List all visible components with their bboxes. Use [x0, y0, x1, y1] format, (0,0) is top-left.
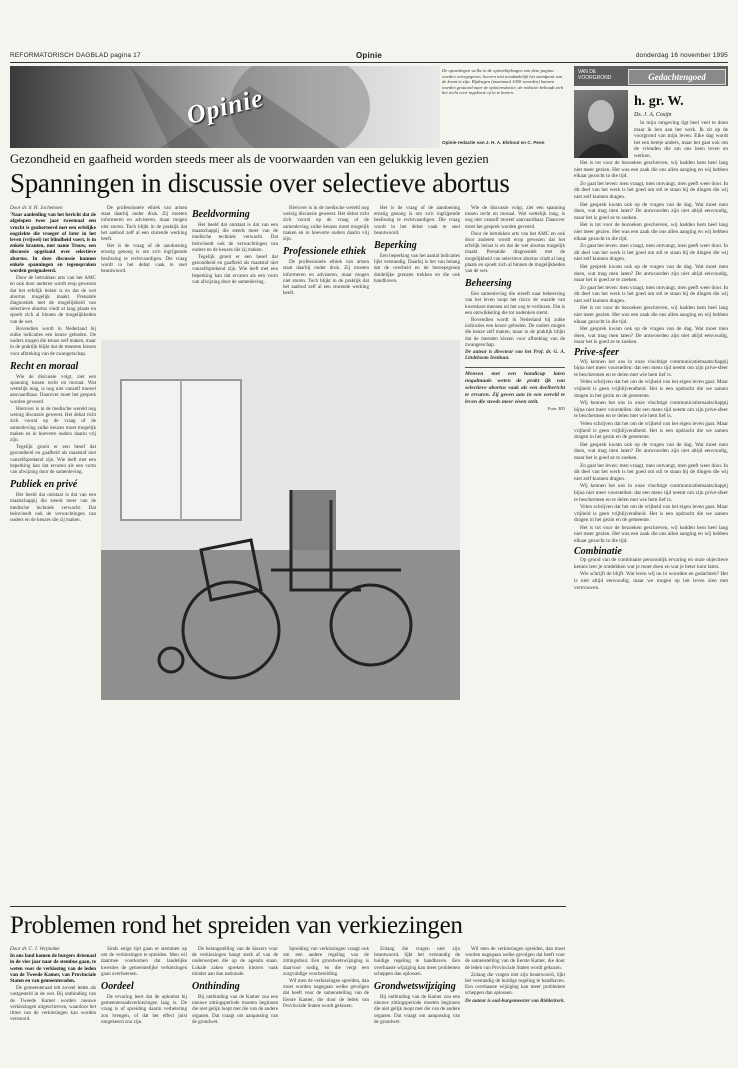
article1-column-3 — [192, 205, 278, 335]
page-date: donderdag 16 november 1995 — [635, 52, 728, 59]
article2-headline: Problemen rond het spreiden van verkiezingen — [10, 912, 463, 939]
article1-subhead: Professionele ethiek — [283, 246, 367, 258]
article1-paragraph: Wie de discussie volgt, ziet een spanning tussen recht en moraal. Wat wettelijk mag, is nog niet vanzelf moreel aanvaardbaar. Daarover moet het gesprek worden gevoerd. — [10, 373, 96, 405]
article1-headline: Spanningen in discussie over selectieve abortus — [10, 168, 510, 198]
devotion-paragraph: Velen schrijven dat het om de vrijheid van het eigen leven gaat. Maar vrijheid is geen vrijblijvendheid. Het is een opdracht die we samen dragen in het gezin en de gemeente. — [574, 504, 728, 524]
devotion-author: h. gr. W. — [634, 94, 684, 109]
page-header — [10, 52, 728, 62]
article1-paragraph: Door de betrokken arts van het AMC en ook door anderen wordt erop gewezen dat het erfelijk belast is en dat de wet abortus mogelijk maakt. Prenatale diagnostiek met de mogelijkheid van selectieve abortus vindt al lang plaats en spoelt zich al binnen de mogelijkheden van de wet. — [465, 230, 565, 275]
devotion-paragraph: Het is tot voor de bezoeken geschreven, wij hadden hem heel lang niet meer gezien. Het was een zaak die ons allen aanging en wij hebben elkaar gezocht in die tijd. — [574, 524, 728, 545]
devotion-paragraph: Wie schrijft de blijft. Wat leren wij nu in woorden en gedachten? Het is niet altijd eenvoudig, maar we mogen op het leven zien met vertrouwen. — [574, 571, 728, 591]
devotion-subhead: Combinatie — [574, 545, 622, 557]
devotion-paragraph: Het is tot voor de bezoeken geschreven, wij hadden hem heel lang niet meer gezien. Het was een zaak die ons allen aanging en wij hebben elkaar gezocht in die tijd. — [574, 160, 728, 180]
article1-paragraph: Het beeld dat ontstaat is dat van een maatschappij die steeds meer van de medische techniek verwacht. Dat beïnvloedt ook de verwachtingen van ouders en de keuzes die zij maken. — [192, 222, 278, 253]
article2-column-3 — [192, 946, 278, 1062]
portrait-icon — [574, 90, 628, 158]
devotion-paragraph: Op grond van de combinatie persoonlijk ervaring en onze objectieve kennis leer je ontdekken wat je moet doen en wat je beter kunt laten. — [574, 557, 728, 570]
article1-paragraph: Een samenleving die streeft naar beheersing van het leven loopt het risico de waarde van kwetsbare mensen uit het oog te verliezen. Dat is een ontwikkeling die tot nadenken stemt. — [465, 291, 565, 316]
article1-column-1 — [10, 205, 96, 900]
article1-paragraph: Tegelijk groeit er een besef dat gezondheid en gaafheid als maatstaf niet vanzelfsprekend zijn. Wie leeft met een beperking kan dat ervaren als een vorm van afwijzing door de samenleving. — [192, 254, 278, 285]
article1-subhead: Beeldvorming — [192, 209, 250, 220]
article2-paragraph: Zolang die vragen niet zijn beantwoord, lijkt het verstandig de huidige regeling te handhaven. Een overhaaste wijziging kan meer problemen scheppen dan oplossen. — [374, 946, 460, 977]
banner-editors: Opinie-redactie van J. H. A. Elshout en C. Peon — [442, 140, 545, 145]
devotion-paragraph: Het is tot voor de bezoeken geschreven, wij hadden hem heel lang niet meer gezien. Het was een zaak die ons allen aanging en wij hebben elkaar gezocht in die tijd. — [574, 222, 728, 242]
banner-word: Opinie — [183, 82, 267, 131]
article2-paragraph: Sinds enige tijd gaan er stemmen op om de verkiezingen te spreiden. Men wil daarmee voorkomen dat landelijke kwesties de gemeentelijke verkiezingen gaan overheersen. — [101, 946, 187, 977]
banner-notice: De opvattingen welke in de opiniebijdragen van deze pagina worden weergegeven, hoeven niet noodzakelijk het standpunt van de krant te zijn. Bijdragen (maximaal 1000 woorden) kunnen worden gestuurd naar de opinieredactie; de redactie behoudt zich het recht voor ingekorte of in te korten. — [442, 68, 564, 96]
devotion-label-bottom: VOORGROND — [578, 75, 612, 81]
devotion-subhead: Prive-sfeer — [574, 347, 619, 359]
devotion-label-top: VAN DE — [578, 69, 597, 75]
devotion-paragraph: In mijn omgeving ligt heel veel te doen maar ik ben aan het werk. Ik zit op de voorgrond van mijn leven. Elke dag wordt het een beetje anders, maar het gaat ook om de vrienden die om ons heen leven en werken. — [634, 120, 728, 158]
article1-subhead: Publiek en privé — [10, 479, 78, 491]
devotion-paragraph: Zo gaat het leven: men vraagt, men ontvangt, men geeft weer door. In dit deel van het werk is het goed om stil te staan bij de dingen die wij niet zelf kunnen dragen. — [574, 462, 728, 482]
devotion-paragraph: Wij kennen het ons in onze vluchtige communicatiemaatschappij bijna niet meer voorstellen: dat een mens tijd neemt om zijn prive-sfeer te beschermen en te delen met wie hem lief is. — [574, 483, 728, 503]
article1-subhead: Recht en moraal — [10, 360, 79, 372]
devotion-paragraph: Zo gaat het leven: men vraagt, men ontvangt, men geeft weer door. In dit deel van het werk is het goed om stil te staan bij de dingen die wij niet zelf kunnen dragen. — [574, 180, 728, 200]
article1-photo — [101, 340, 460, 700]
header-rule — [10, 62, 728, 63]
article1-paragraph: Wie de discussie volgt, ziet een spanning tussen recht en moraal. Wat wettelijk mag, is nog niet vanzelf moreel aanvaardbaar. Daarover moet het gesprek worden gevoerd. — [465, 205, 565, 230]
article1-column-4 — [283, 205, 369, 335]
article1-paragraph: Een beperking van het aantal indicaties lijkt verstandig. Daarbij is het van belang dat de overheid en de beroepsgroep duidelijke grenzen trekken en die ook handhaven. — [374, 253, 460, 284]
article2-column-2 — [101, 946, 187, 1062]
devotion-paragraph: Het gesprek kwam ook op de vragen van de dag. Wat moet men doen, wat mag men laten? De antwoorden zijn niet altijd eenvoudig, maar het is goed ze te zoeken. — [574, 441, 728, 461]
devotion-paragraph: Wij kennen het ons in onze vluchtige communicatiemaatschappij bijna niet meer voorstellen: dat een mens tijd neemt om zijn prive-sfeer te beschermen en te delen met wie hem lief is. — [574, 400, 728, 420]
article1-column-2 — [101, 205, 187, 335]
article2-subhead: Onthinding — [192, 981, 240, 993]
article1-paragraph: Bovendien wordt in Nederland bij zulke indicaties een keuze geboden. De ouders mogen die keuze zelf maken, maar in de praktijk blijkt dat de meesten kiezen voor afbreking van de zwangerschap. — [10, 325, 96, 357]
article2-column-4 — [283, 946, 369, 1062]
article2-paragraph: De gemeenteraad telt zoveel leden als vastgesteld in de wet. Bij ontbinding van de Tweede Kamer worden nieuwe verkiezingen uitgeschreven, waardoor het ritme van de verkiezingen kan worden verstoord. — [10, 985, 96, 1023]
photo-caption: Mensen met een handicap laten nogalmaals weten de prakt ijk van selectieve abortus vaak als een deelbericht te ervaren. Zij geven aan in een wereld te leven die steeds meer eisen stelt. — [465, 367, 565, 406]
article1-author-note: De auteur is directeur van het Prof. dr. G. A. Lindeboom Instituut. — [465, 349, 565, 362]
article1-column-5 — [374, 205, 460, 335]
article1-paragraph: De professionele ethiek van artsen staat daarbij onder druk. Zij moeten informeren en adviseren, maar mogen niet sturen. Toch blijkt in de praktijk dat het aanbod zelf al een sturende werking heeft. — [101, 205, 187, 243]
article1-subhead: Beperking — [374, 240, 417, 252]
article1-paragraph: Hierover is in de medische wereld nog weinig discussie geweest. Het debat richt zich vooral op de vraag of de samenleving zulke keuzes moet mogelijk maken en in hoeverre ouders daarin vrij zijn. — [10, 405, 96, 443]
article1-paragraph: Hierover is in de medische wereld nog weinig discussie geweest. Het debat richt zich vooral op de vraag of de samenleving zulke keuzes moet mogelijk maken en in hoeverre ouders daarin vrij zijn. — [283, 205, 369, 243]
devotion-paragraph: Velen schrijven dat het om de vrijheid van het eigen leven gaat. Maar vrijheid is geen vrijblijvendheid. Het is een opdracht die we samen dragen in het gezin en de gemeente. — [574, 379, 728, 399]
article1-paragraph: De professionele ethiek van artsen staat daarbij onder druk. Zij moeten informeren en adviseren, maar mogen niet sturen. Toch blijkt in de praktijk dat het aanbod zelf al een sturende werking heeft. — [283, 259, 369, 297]
devotion-intro — [634, 120, 728, 158]
article2-column-1 — [10, 946, 96, 1062]
article1-paragraph: Het beeld dat ontstaat is dat van een maatschappij die steeds meer van de medische techniek verwacht. Dat beïnvloedt ook de verwachtingen van ouders en de keuzes die zij maken. — [10, 492, 96, 523]
devotion-paragraph: Het gesprek kwam ook op de vragen van de dag. Wat moet men doen, wat mag men laten? De antwoorden zijn niet altijd eenvoudig, maar het is goed ze te zoeken. — [574, 201, 728, 221]
article2-paragraph: Bij ontbinding van de Kamer zou een nieuwe zittingsperiode moeten beginnen die niet gelijk loopt met die van de andere organen. Dat vraagt om aanpassing van de grondwet. — [192, 994, 278, 1025]
opinie-banner — [10, 66, 440, 148]
wheelchair-icon — [101, 340, 460, 700]
article2-paragraph: De belangstelling van de kiezers voor de verkiezingen hangt sterk af van de onderwerpen die op de agenda staan. Lokale zaken spreken kiezers vaak minder aan dan nationale. — [192, 946, 278, 977]
paper-name: REFORMATORISCH DAGBLAD pagina 17 — [10, 52, 141, 59]
article2-author-note: De auteur is oud-burgemeester van Ridderkerk. — [465, 997, 565, 1004]
devotion-paragraph: Zo gaat het leven: men vraagt, men ontvangt, men geeft weer door. In dit deel van het werk is het goed om stil te staan bij de dingen die wij niet zelf kunnen dragen. — [574, 284, 728, 304]
article1-paragraph: Het is de vraag of de aandoening ernstig genoeg is om zo'n ingrijpende beslissing te rechtvaardigen. Die vraag wordt in het debat vaak te snel beantwoord. — [101, 243, 187, 275]
article2-rule — [10, 906, 566, 907]
article2-paragraph: Spreiding van verkiezingen vraagt ook om een andere regeling van de zittingsduur. Een grondwetswijziging is daarvoor nodig, en die vergt een zorgvuldige voorbereiding. — [283, 946, 369, 977]
devotion-byline: Ds. J. A. Cosijn — [634, 112, 672, 118]
article1-paragraph: Tegelijk groeit er een besef dat gezondheid en gaafheid als maatstaf niet vanzelfsprekend zijn. Wie leeft met een beperking kan dat ervaren als een vorm van afwijzing door de samenleving. — [10, 444, 96, 475]
article1-paragraph: Door de betrokken arts van het AMC en ook door anderen wordt erop gewezen dat het erfelijk belast is en dat de wet abortus mogelijk maakt. Prenatale diagnostiek met de mogelijkheid van selectieve abortus vindt al lang plaats en spoelt zich al binnen de mogelijkheden van de wet. — [10, 275, 96, 325]
article2-byline: Door dr. C. J. Verplanke — [10, 946, 60, 952]
article2-paragraph: Wil men de verkiezingen spreiden, dan moet worden nagegaan welke gevolgen dat heeft voor de samenstelling van de Eerste Kamer, die door de leden van Provinciale Staten wordt gekozen. — [283, 978, 369, 1009]
devotion-paragraph: Het is tot voor de bezoeken geschreven, wij hadden hem heel lang niet meer gezien. Het was een zaak die ons allen aanging en wij hebben elkaar gezocht in die tijd. — [574, 305, 728, 325]
article1-subhead: Beheersing — [465, 278, 512, 290]
devotion-paragraph: Velen schrijven dat het om de vrijheid van het eigen leven gaat. Maar vrijheid is geen vrijblijvendheid. Het is een opdracht die we samen dragen in het gezin en de gemeente. — [574, 420, 728, 441]
devotion-label — [578, 69, 611, 81]
devotion-title: Gedachtengoed — [628, 69, 726, 85]
article1-paragraph: Het is de vraag of de aandoening ernstig genoeg is om zo'n ingrijpende beslissing te rechtvaardigen. Die vraag wordt in het debat vaak te snel beantwoord. — [374, 205, 460, 236]
article1-lead: 'Naar aanleiding van het bericht dat de afgelopen twee jaar tweemaal een vrucht is geaborteerd met een erfelijke oogziekte die vroeger of later in het leven (vrijwel) tot blindheid voert, is in enkele kranten, met name Trouw, een discussie opgelaaid over selectieve abortus. In deze discussie kunnen enkele spanningen en tegenspraken worden gesignaleerd. — [10, 212, 96, 275]
devotion-paragraph: Zo gaat het leven: men vraagt, men ontvangt, men geeft weer door. In dit deel van het werk is het goed om stil te staan bij de dingen die wij niet zelf kunnen dragen. — [574, 243, 728, 263]
devotion-paragraph: Het gesprek kwam ook op de vragen van de dag. Wat moet men doen, wat mag men laten? De antwoorden zijn niet altijd eenvoudig, maar het is goed ze te zoeken. — [574, 263, 728, 284]
article2-paragraph: Zolang die vragen niet zijn beantwoord, lijkt het verstandig de huidige regeling te handhaven. Een overhaaste wijziging kan meer problemen scheppen dan oplossen. — [465, 971, 565, 997]
article1-column-6 — [465, 205, 565, 900]
article2-paragraph: Wil men de verkiezingen spreiden, dan moet worden nagegaan welke gevolgen dat heeft voor de samenstelling van de Eerste Kamer, die door de leden van Provinciale Staten wordt gekozen. — [465, 946, 565, 971]
article2-paragraph: Bij ontbinding van de Kamer zou een nieuwe zittingsperiode moeten beginnen die niet gelijk loopt met die van de andere organen. Dat vraagt om aanpassing van de grondwet. — [374, 994, 460, 1025]
author-portrait — [574, 90, 628, 158]
devotion-paragraph: Wij kennen het ons in onze vluchtige communicatiemaatschappij bijna niet meer voorstellen: dat een mens tijd neemt om zijn prive-sfeer te beschermen en te delen met wie hem lief is. — [574, 358, 728, 378]
article1-strap: Gezondheid en gaafheid worden steeds meer als de voorwaarden van een gelukkig leven gezien — [10, 152, 489, 166]
article2-column-5 — [374, 946, 460, 1062]
article2-subhead: Oordeel — [101, 981, 134, 993]
devotion-column — [574, 160, 728, 1055]
article2-lead: In ons land komen de burgers driemaal in de vier jaar naar de stembus gaan, te weten voor de verkiezing van de leden van de Tweede Kamer, van Provinciale Staten en van gemeenteraden. — [10, 953, 96, 985]
section-name: Opinie — [355, 51, 383, 60]
photo-credit: Foto: RD — [547, 406, 565, 412]
devotion-paragraph: Het gesprek kwam ook op de vragen van de dag. Wat moet men doen, wat mag men laten? De antwoorden zijn niet altijd eenvoudig, maar het is goed ze te zoeken. — [574, 326, 728, 346]
article2-column-6 — [465, 946, 565, 1062]
article2-subhead: Grondwetswijziging — [374, 981, 456, 993]
article1-paragraph: Bovendien wordt in Nederland bij zulke indicaties een keuze geboden. De ouders mogen die keuze zelf maken, maar in de praktijk blijkt dat de meesten kiezen voor afbreking van de zwangerschap. — [465, 317, 565, 348]
article1-byline: Door dr. ir. H. Jochemsen — [10, 205, 63, 211]
article2-paragraph: De ervaring leert dat de opkomst bij gemeenteraadsverkiezingen laag is. De vraag is of spreiding daarin verbetering zou brengen, of dat het effect juist omgekeerd zou zijn. — [101, 994, 187, 1025]
